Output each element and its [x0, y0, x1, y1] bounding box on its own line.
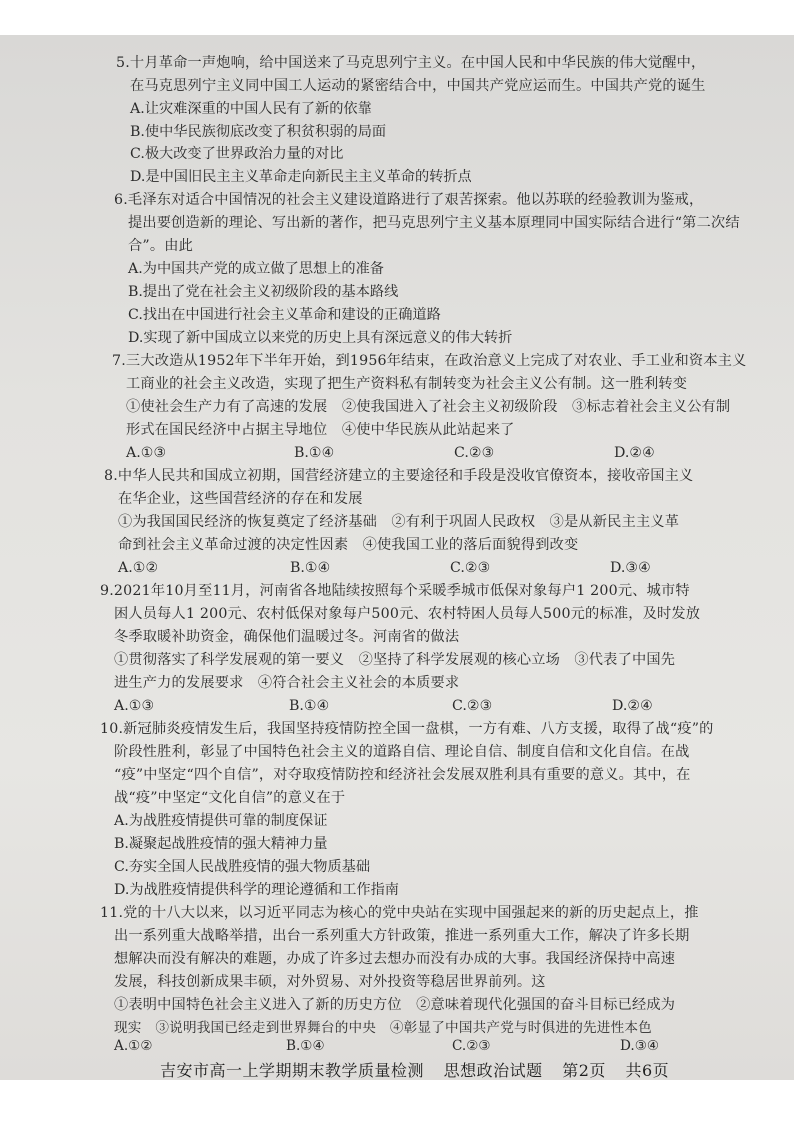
q11-stem-line-3: 想解决而没有解决的难题，办成了许多过去想办而没有办成的大事。我国经济保持中高速 — [114, 951, 676, 967]
q9-choice-a: A.①③ — [114, 698, 155, 714]
footer-page-number: 第2页 — [562, 1061, 606, 1080]
q10-option-b: B.凝聚起战胜疫情的强大精神力量 — [114, 836, 328, 852]
q7-choice-a: A.①③ — [126, 445, 167, 461]
q5-option-a: A.让灾难深重的中国人民有了新的依靠 — [130, 101, 372, 117]
q9-statements-line-1: ①贯彻落实了科学发展观的第一要义 ②坚持了科学发展观的核心立场 ③代表了中国先 — [114, 652, 676, 668]
q6-stem-line-1: 6.毛泽东对适合中国情况的社会主义建设道路进行了艰苦探索。他以苏联的经验教训为鉴戒， — [114, 192, 704, 208]
q6-stem-line-2: 提出要创造新的理论、写出新的著作，把马克思列宁主义基本原理同中国实际结合进行“第二次结 — [128, 215, 740, 231]
q8-choice-a: A.①② — [118, 560, 159, 576]
q5-option-d: D.是中国旧民主主义革命走向新民主主义革命的转折点 — [130, 169, 472, 185]
q5-option-b: B.使中华民族彻底改变了积贫积弱的局面 — [130, 124, 387, 140]
q9-choice-c: C.②③ — [452, 698, 493, 714]
q10-option-c: C.夯实全国人民战胜疫情的强大物质基础 — [114, 859, 371, 875]
q7-stem-line-2: 工商业的社会主义改造，实现了把生产资料私有制转变为社会主义公有制。这一胜利转变 — [126, 376, 688, 392]
q9-stem-line-2: 困人员每人1 200元、农村低保对象每户500元、农村特困人员每人500元的标准，及时发放 — [114, 606, 701, 622]
q7-stem-line-1: 7.三大改造从1952年下半年开始，到1956年结束，在政治意义上完成了对农业、手工业和资本主义 — [112, 353, 747, 369]
q8-choice-b: B.①④ — [290, 560, 331, 576]
q7-choice-d: D.②④ — [614, 445, 655, 461]
page-footer — [160, 1058, 683, 1081]
q11-choice-c: C.②③ — [452, 1038, 491, 1054]
q6-option-a: A.为中国共产党的成立做了思想上的准备 — [128, 261, 384, 277]
q11-choice-a: A.①② — [114, 1038, 153, 1054]
q6-option-c: C.找出在中国进行社会主义革命和建设的正确道路 — [128, 307, 441, 323]
q11-statements-line-1: ①表明中国特色社会主义进入了新的历史方位 ②意味着现代化强国的奋斗目标已经成为 — [114, 997, 676, 1013]
q11-choice-b: B.①④ — [286, 1038, 325, 1054]
q9-choices — [114, 695, 674, 718]
q10-stem-line-4: 战“疫”中坚定“文化自信”的意义在于 — [114, 790, 346, 806]
q7-choice-b: B.①④ — [294, 445, 335, 461]
q6-option-b: B.提出了党在社会主义初级阶段的基本路线 — [128, 284, 399, 300]
q7-choice-c: C.②③ — [454, 445, 495, 461]
footer-total-pages: 共6页 — [625, 1061, 670, 1080]
q9-choice-b: B.①④ — [289, 698, 330, 714]
q11-stem-line-2: 出一系列重大战略举措，出台一系列重大方针政策，推进一系列重大工作，解决了许多长期 — [114, 928, 690, 944]
q11-choice-d: D.③④ — [620, 1038, 660, 1054]
q7-choices — [126, 442, 686, 465]
q11-choices — [114, 1036, 674, 1056]
q7-statements-line-1: ①使社会生产力有了高速的发展 ②使我国进入了社会主义初级阶段 ③标志着社会主义公有制 — [126, 399, 731, 415]
q8-choices — [118, 557, 678, 580]
q8-statements-line-2: 命到社会主义革命过渡的决定性因素 ④使我国工业的落后面貌得到改变 — [118, 537, 579, 553]
q6-option-d: D.实现了新中国成立以来党的历史上具有深远意义的伟大转折 — [128, 330, 513, 346]
q5-option-c: C.极大改变了世界政治力量的对比 — [130, 146, 344, 162]
q10-stem-line-1: 10.新冠肺炎疫情发生后，我国坚持疫情防控全国一盘棋，一方有难、八方支援，取得了战“疫”的 — [100, 721, 714, 737]
q11-stem-line-4: 发展，科技创新成果丰硕，对外贸易、对外投资等稳居世界前列。这 — [114, 974, 546, 990]
q8-choice-d: D.③④ — [610, 560, 651, 576]
q11-stem-line-1: 11.党的十八大以来，以习近平同志为核心的党中央站在实现中国强起来的新的历史起点上，推 — [100, 905, 699, 921]
q9-stem-line-1: 9.2021年10月至11月，河南省各地陆续按照每个采暖季城市低保对象每户1 200元、城市特 — [100, 583, 690, 599]
q10-option-d: D.为战胜疫情提供科学的理论遵循和工作指南 — [114, 882, 399, 898]
q6-stem-line-3: 合”。由此 — [128, 238, 194, 254]
q11-statements-line-2: 现实 ③说明我国已经走到世界舞台的中央 ④彰显了中国共产党与时俱进的先进性本色 — [114, 1020, 652, 1036]
q9-statements-line-2: 进生产力的发展要求 ④符合社会主义社会的本质要求 — [114, 675, 460, 691]
q5-stem-line-2: 在马克思列宁主义同中国工人运动的紧密结合中，中国共产党应运而生。中国共产党的诞生 — [130, 78, 706, 94]
q7-statements-line-2: 形式在国民经济中占据主导地位 ④使中华民族从此站起来了 — [126, 422, 515, 438]
q10-option-a: A.为战胜疫情提供可靠的制度保证 — [114, 813, 328, 829]
q8-choice-c: C.②③ — [450, 560, 491, 576]
q9-choice-d: D.②④ — [612, 698, 653, 714]
q10-stem-line-3: “疫”中坚定“四个自信”，对夺取疫情防控和经济社会发展双胜利具有重要的意义。其中，在 — [114, 767, 691, 783]
q5-stem-line-1: 5.十月革命一声炮响，给中国送来了马克思列宁主义。在中国人民和中华民族的伟大觉醒中， — [116, 55, 706, 71]
footer-subject: 思想政治试题 — [443, 1061, 543, 1080]
q10-stem-line-2: 阶段性胜利，彰显了中国特色社会主义的道路自信、理论自信、制度自信和文化自信。在战 — [114, 744, 690, 760]
q8-statements-line-1: ①为我国国民经济的恢复奠定了经济基础 ②有利于巩固人民政权 ③是从新民主主义革 — [118, 514, 680, 530]
footer-exam-title: 吉安市高一上学期期末教学质量检测 — [160, 1061, 425, 1080]
q9-stem-line-3: 冬季取暖补助资金，确保他们温暖过冬。河南省的做法 — [114, 629, 460, 645]
q8-stem-line-1: 8.中华人民共和国成立初期，国营经济建立的主要途径和手段是没收官僚资本，接收帝国主义 — [104, 468, 694, 484]
q8-stem-line-2: 在华企业，这些国营经济的存在和发展 — [118, 491, 363, 507]
